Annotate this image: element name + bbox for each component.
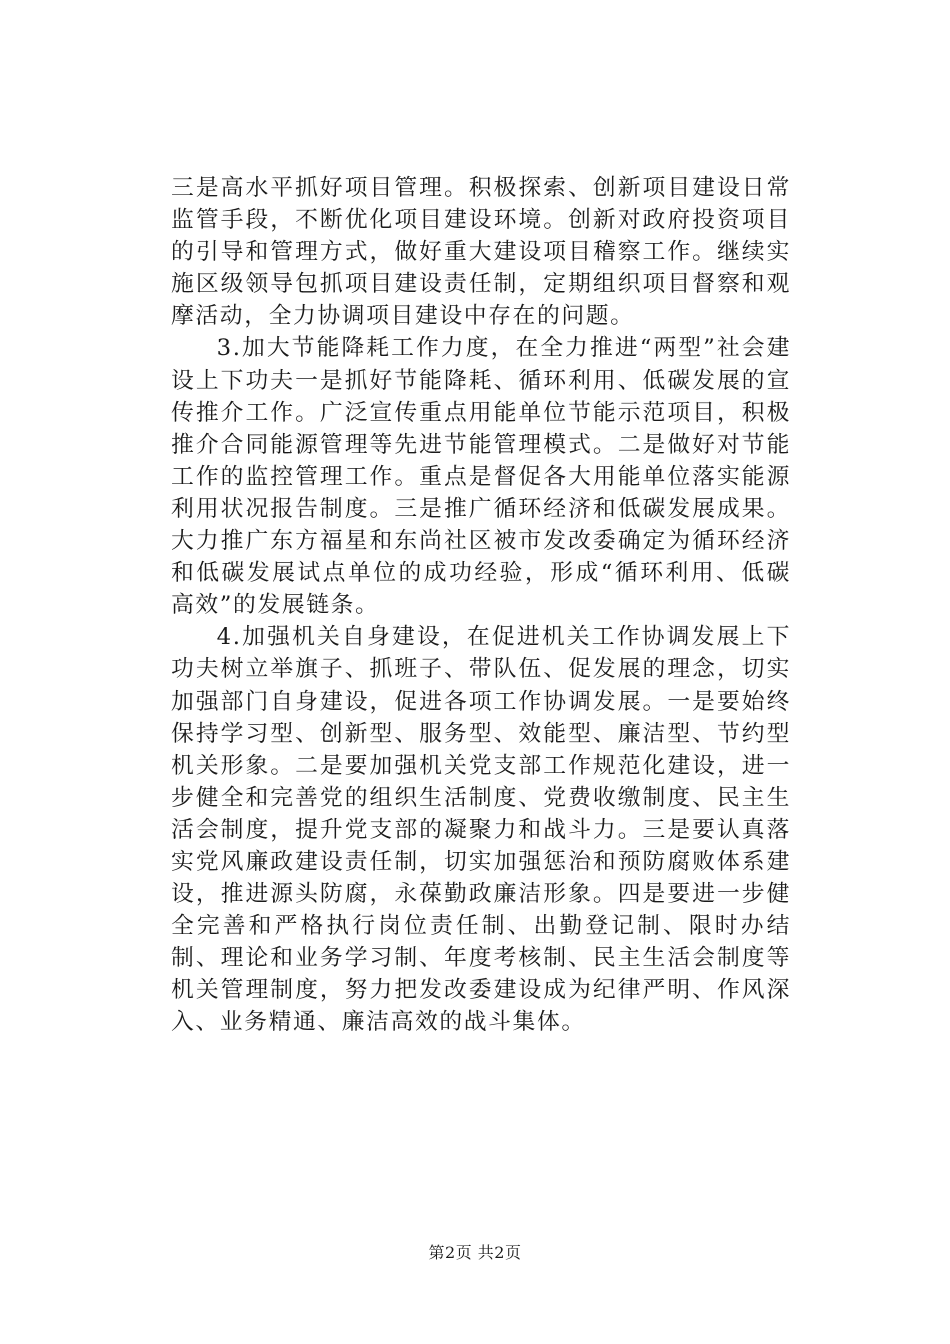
paragraph-energy-saving: 3.加大节能降耗工作力度，在全力推进“两型”社会建设上下功夫一是抓好节能降耗、循环利用、低碳发展的宣传推介工作。广泛宣传重点用能单位节能示范项目，积极推介合同能源管理等先进节能管理模式。二是做好对节能工作的监控管理工作。重点是督促各大用能单位落实能源利用状况报告制度。三是推广循环经济和低碳发展成果。大力推广东方福星和东尚社区被市发改委确定为循环经济和低碳发展试点单位的成功经验，形成“循环利用、低碳高效”的发展链条。 bbox=[171, 335, 791, 619]
paragraph-project-management: 三是高水平抓好项目管理。积极探索、创新项目建设日常监管手段，不断优化项目建设环境。创新对政府投资项目的引导和管理方式，做好重大建设项目稽察工作。继续实施区级领导包抓项目建设责任制，定期组织项目督察和观摩活动，全力协调项目建设中存在的问题。 bbox=[171, 175, 791, 330]
page-footer: 第2页 共2页 bbox=[428, 1243, 522, 1262]
document-body bbox=[171, 172, 791, 1039]
paragraph-organ-building: 4.加强机关自身建设，在促进机关工作协调发展上下功夫树立举旗子、抓班子、带队伍、促发展的理念，切实加强部门自身建设，促进各项工作协调发展。一是要始终保持学习型、创新型、服务型、效能型、廉洁型、节约型机关形象。二是要加强机关党支部工作规范化建设，进一步健全和完善党的组织生活制度、党费收缴制度、民主生活会制度，提升党支部的凝聚力和战斗力。三是要认真落实党风廉政建设责任制，切实加强惩治和预防腐败体系建设，推进源头防腐，永葆勤政廉洁形象。四是要进一步健全完善和严格执行岗位责任制、出勤登记制、限时办结制、理论和业务学习制、年度考核制、民主生活会制度等机关管理制度，努力把发改委建设成为纪律严明、作风深入、业务精通、廉洁高效的战斗集体。 bbox=[171, 624, 791, 1036]
